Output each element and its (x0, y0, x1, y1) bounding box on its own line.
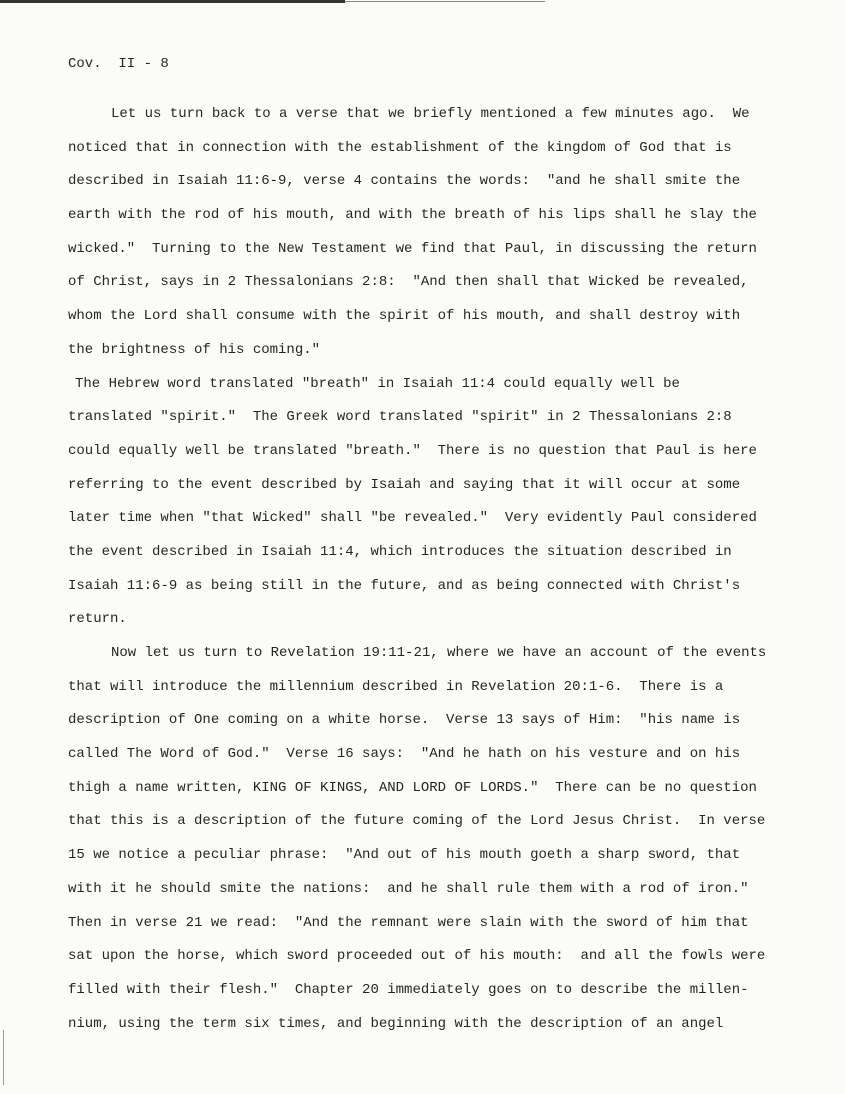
text-line: translated "spirit." The Greek word translated "spirit" in 2 Thessalonians 2:8 (68, 409, 732, 426)
margin-mark (3, 1030, 4, 1085)
top-rule-faint (345, 1, 545, 2)
text-line: called The Word of God." Verse 16 says: "And he hath on his vesture and on his (68, 746, 741, 763)
text-line: of Christ, says in 2 Thessalonians 2:8: "And then shall that Wicked be revealed, (68, 274, 749, 291)
text-line: noticed that in connection with the establishment of the kingdom of God that is (68, 139, 732, 156)
text-line: return. (68, 611, 127, 628)
text-line: earth with the rod of his mouth, and with the breath of his lips shall he slay the (68, 207, 757, 224)
text-line: nium, using the term six times, and beginning with the description of an angel (68, 1015, 724, 1032)
paragraph (68, 368, 766, 638)
text-line: The Hebrew word translated "breath" in Isaiah 11:4 could equally well be (75, 375, 680, 392)
text-line: Now let us turn to Revelation 19:11-21, where we have an account of the events (111, 645, 767, 661)
text-line: wicked." Turning to the New Testament we find that Paul, in discussing the return (68, 240, 757, 257)
top-rule (0, 0, 345, 3)
text-line: 15 we notice a peculiar phrase: "And out of his mouth goeth a sharp sword, that (68, 847, 741, 864)
text-line: with it he should smite the nations: and he shall rule them with a rod of iron." (68, 880, 749, 897)
text-line: that will introduce the millennium described in Revelation 20:1-6. There is a (68, 678, 724, 695)
paragraph (68, 98, 766, 368)
document-body (68, 98, 766, 1041)
text-line: the brightness of his coming." (68, 341, 321, 358)
page-header: Cov. II - 8 (68, 56, 169, 72)
text-line: described in Isaiah 11:6-9, verse 4 contains the words: "and he shall smite the (68, 173, 741, 190)
text-line: later time when "that Wicked" shall "be revealed." Very evidently Paul considered (68, 510, 757, 527)
text-line: the event described in Isaiah 11:4, which introduces the situation described in (68, 543, 732, 560)
text-line: could equally well be translated "breath." There is no question that Paul is here (68, 442, 757, 459)
paragraph (68, 637, 766, 1041)
text-line: description of One coming on a white horse. Verse 13 says of Him: "his name is (68, 712, 741, 729)
text-line: referring to the event described by Isaiah and saying that it will occur at some (68, 476, 741, 493)
text-line: Then in verse 21 we read: "And the remnant were slain with the sword of him that (68, 914, 749, 931)
text-line: whom the Lord shall consume with the spirit of his mouth, and shall destroy with (68, 308, 741, 325)
text-line: Let us turn back to a verse that we briefly mentioned a few minutes ago. We (111, 106, 750, 122)
text-line: Isaiah 11:6-9 as being still in the future, and as being connected with Christ's (68, 577, 741, 594)
text-line: thigh a name written, KING OF KINGS, AND LORD OF LORDS." There can be no question (68, 779, 757, 796)
text-line: filled with their flesh." Chapter 20 immediately goes on to describe the millen- (68, 981, 749, 998)
text-line: that this is a description of the future coming of the Lord Jesus Christ. In verse (68, 813, 766, 830)
text-line: sat upon the horse, which sword proceeded out of his mouth: and all the fowls were (68, 948, 766, 965)
